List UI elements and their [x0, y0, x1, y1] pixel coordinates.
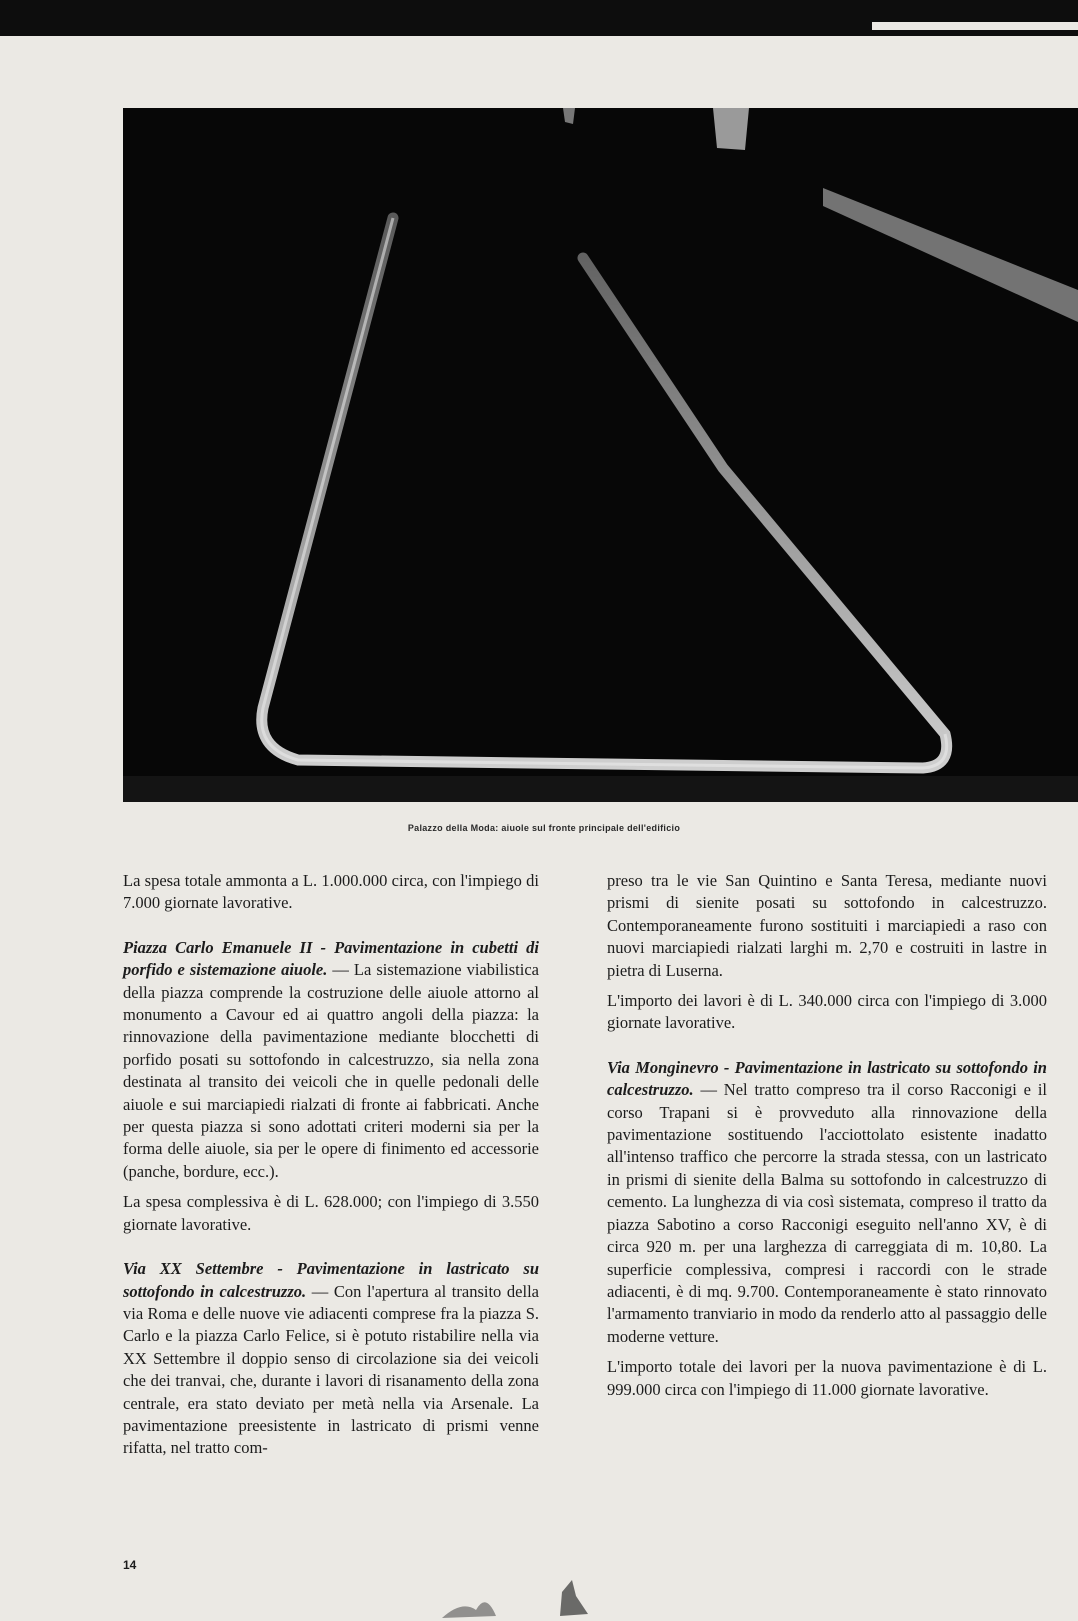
page-number: 14 [123, 1558, 137, 1572]
text-column-right [607, 870, 1047, 1409]
paragraph-importo-monginevro: L'importo totale dei lavori per la nuova pavimentazione è di L. 999.000 circa con l'impiego di 11.000 giornate lavorative. [607, 1357, 1047, 1399]
paragraph-intro: La spesa totale ammonta a L. 1.000.000 circa, con l'impiego di 7.000 giornate lavorative. [123, 871, 539, 913]
paragraph-heading: Via Monginevro - Pavimentazione in lastricato su sottofondo in calcestruzzo. [607, 1057, 1047, 1100]
photo-caption: Palazzo della Moda: aiuole sul fronte principale dell'edificio [407, 823, 681, 833]
paragraph-via-monginevro: Via Monginevro - Pavimentazione in lastricato su sottofondo in calcestruzzo. — Nel tratto compreso tra il corso Racconigi e il corso Trapani si è provveduto alla rinnovazione della pavimentazione sostituendo l'acciottolato esistente inadatto all'intenso traffico che percorre la strada stessa, con un lastricato in prismi di sienite della Balma su sottofondo in calcestruzzo di cemento. La lunghezza di via così sistemata, compreso il tratto da piazza Sabotino a corso Racconigi eseguito nell'anno XV, è di circa 920 m. per una larghezza di carreggiata di m. 10,80. La superficie complessiva, compresi i raccordi con le strade adiacenti, è di mq. 9.700. Contemporaneamente è stato rinnovato l'armamento tranviario in modo da renderlo atto al passaggio delle moderne vetture. [607, 1057, 1047, 1346]
scan-top-edge [872, 30, 1078, 36]
flowerbed-photo [123, 108, 1078, 802]
text-column-left [123, 870, 539, 1468]
paragraph-heading: Piazza Carlo Emanuele II - Pavimentazione in cubetti di porfido e sistemazione aiuole. [123, 937, 539, 980]
building-fragment [713, 108, 749, 150]
paragraph-via-xx-settembre: Via XX Settembre - Pavimentazione in lastricato su sottofondo in calcestruzzo. — Con l'apertura al transito della via Roma e delle nuove vie adiacenti comprese fra la piazza S. Carlo e la piazza Carlo Felice, si è potuto ristabilire nella via XX Settembre il doppio senso di circolazione sia dei veicoli che dei tranvai, che, durante i lavori di risanamento della zona centrale, era stato deviato per metà nella via Arsenale. La pavimentazione preesistente in lastricato di prismi venne rifatta, nel tratto com- [123, 1259, 539, 1458]
paragraph-heading: Via XX Settembre - Pavimentazione in lastricato su sottofondo in calcestruzzo. [123, 1259, 539, 1301]
scan-smudge [432, 1570, 612, 1620]
paragraph-piazza-carlo-emanuele: Piazza Carlo Emanuele II - Pavimentazione in cubetti di porfido e sistemazione aiuole. — La sistemazione viabilistica della piazza comprende la costruzione delle aiuole attorno al monumento a Cavour ed ai quattro angoli della piazza: la rinnovazione della pavimentazione mediante blocchetti di porfido posati su sottofondo in calcestruzzo, sia nella zona destinata al transito dei veicoli che in quelle pedonali delle aiuole e sui marciapiedi rialzati di fronte ai fabbricati. Anche per questa piazza si sono adottati criteri moderni sia per la forma delle aiuole, sia per le opere di finimento ed accessorie (panche, bordure, ecc.). [123, 937, 539, 1181]
paragraph-spesa-piazza: La spesa complessiva è di L. 628.000; con l'impiego di 3.550 giornate lavorative. [123, 1192, 539, 1234]
paragraph-via-xx-cont: preso tra le vie San Quintino e Santa Teresa, mediante nuovi prismi di sienite posati su sottofondo in calcestruzzo. Contemporaneamente furono sostituiti i marciapiedi a raso con nuovi marciapiedi rialzati larghi m. 2,70 e costruiti in lastre in pietra di Luserna. [607, 871, 1047, 980]
paragraph-importo-via-xx: L'importo dei lavori è di L. 340.000 circa con l'impiego di 3.000 giornate lavorative. [607, 991, 1047, 1033]
